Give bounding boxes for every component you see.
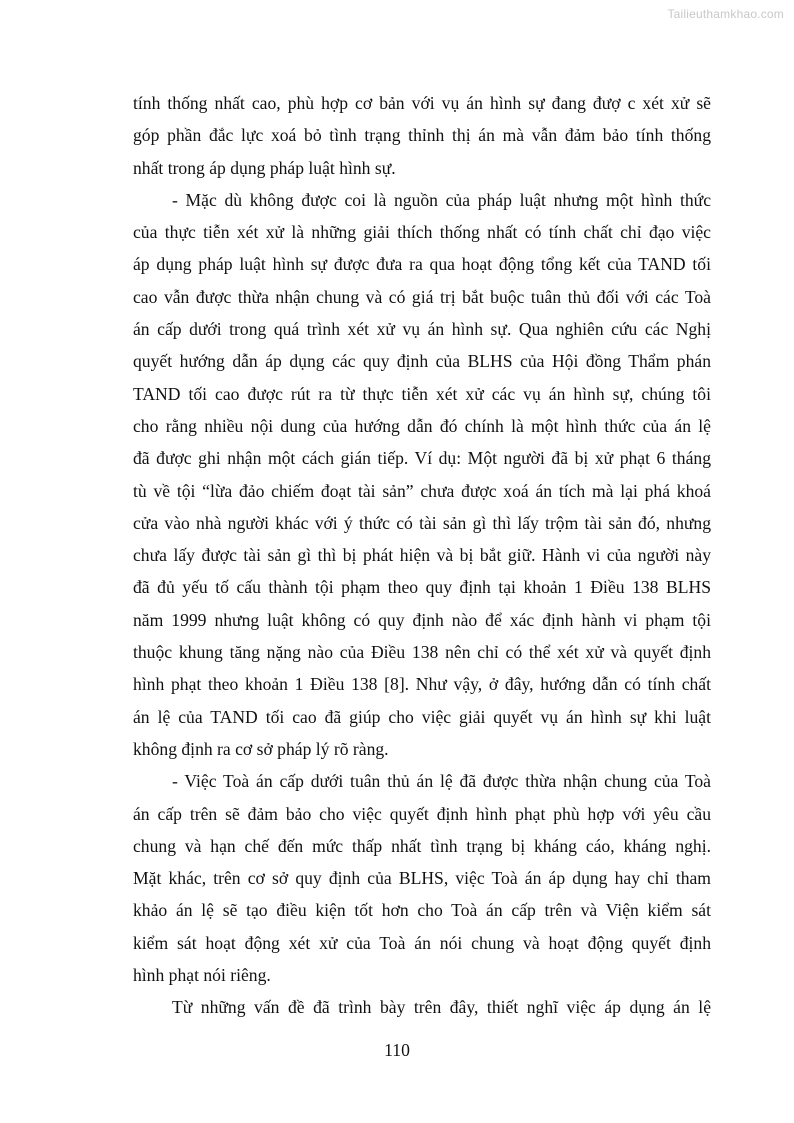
text-line: cho rằng nhiều nội dung của hướng dẫn đó chính là một hình thức của án lệ	[133, 415, 711, 436]
text-line: án cấp dưới trong quá trình xét xử vụ án hình sự. Qua nghiên cứu các Nghị	[133, 319, 711, 340]
text-line: án cấp trên sẽ đảm bảo cho việc quyết định hình phạt phù hợp với yêu cầu	[133, 803, 711, 824]
text-line: tù về tội “lừa đảo chiếm đoạt tài sản” chưa được xoá án tích mà lại phá khoá	[133, 480, 711, 501]
text-line: của thực tiễn xét xử là những giải thích thống nhất có tính chất chỉ đạo việc	[133, 222, 711, 243]
paragraph	[133, 184, 711, 765]
watermark-text: Tailieuthamkhao.com	[667, 7, 784, 21]
text-line: đã được ghi nhận một cách gián tiếp. Ví dụ: Một người đã bị xử phạt 6 tháng	[133, 448, 711, 469]
text-line: TAND tối cao được rút ra từ thực tiễn xét xử các vụ án hình sự, chúng tôi	[133, 383, 711, 404]
text-line: hình phạt theo khoản 1 Điều 138 [8]. Như vậy, ở đây, hướng dẫn có tính chất	[133, 674, 711, 695]
text-line: chung và hạn chế đến mức thấp nhất tình trạng bị kháng cáo, kháng nghị.	[133, 835, 711, 856]
document-body	[133, 87, 711, 1024]
text-line: Từ những vấn đề đã trình bày trên đây, thiết nghĩ việc áp dụng án lệ	[172, 997, 711, 1018]
paragraph	[133, 765, 711, 991]
text-line: khảo án lệ sẽ tạo điều kiện tốt hơn cho Toà án cấp trên và Viện kiểm sát	[133, 900, 711, 921]
text-line: - Mặc dù không được coi là nguồn của pháp luật nhưng một hình thức	[172, 189, 711, 210]
text-line: án lệ của TAND tối cao đã giúp cho việc giải quyết vụ án hình sự khi luật	[133, 706, 711, 727]
text-line: năm 1999 nhưng luật không có quy định nào để xác định hành vi phạm tội	[133, 609, 711, 630]
text-line: hình phạt nói riêng.	[133, 965, 271, 986]
text-line: góp phần đắc lực xoá bỏ tình trạng thỉnh thị án mà vẫn đảm bảo tính thống	[133, 125, 711, 146]
text-line: chưa lấy được tài sản gì thì bị phát hiện và bị bắt giữ. Hành vi của người này	[133, 545, 711, 566]
paragraph	[133, 991, 711, 1023]
text-line: cửa vào nhà người khác với ý thức có tài sản gì thì lấy trộm tài sản đó, nhưng	[133, 512, 711, 533]
text-line: không định ra cơ sở pháp lý rõ ràng.	[133, 738, 389, 759]
text-line: áp dụng pháp luật hình sự được đưa ra qua hoạt động tổng kết của TAND tối	[133, 254, 711, 275]
text-line: đã đủ yếu tố cấu thành tội phạm theo quy định tại khoản 1 Điều 138 BLHS	[133, 577, 711, 598]
page-number: 110	[384, 1040, 410, 1060]
text-line: Mặt khác, trên cơ sở quy định của BLHS, việc Toà án áp dụng hay chỉ tham	[133, 868, 711, 889]
text-line: tính thống nhất cao, phù hợp cơ bản với vụ án hình sự đang đượ c xét xử sẽ	[133, 93, 711, 113]
text-line: - Việc Toà án cấp dưới tuân thủ án lệ đã được thừa nhận chung của Toà	[172, 771, 711, 792]
paragraph	[133, 87, 711, 184]
text-line: thuộc khung tăng nặng nào của Điều 138 nên chỉ có thể xét xử và quyết định	[133, 642, 711, 663]
text-line: nhất trong áp dụng pháp luật hình sự.	[133, 157, 396, 178]
text-line: kiểm sát hoạt động xét xử của Toà án nói chung và hoạt động quyết định	[133, 932, 711, 953]
text-line: quyết hướng dẫn áp dụng các quy định của BLHS của Hội đồng Thẩm phán	[133, 351, 711, 372]
text-line: cao vẫn được thừa nhận chung và có giá trị bắt buộc tuân thủ đối với các Toà	[133, 286, 711, 307]
